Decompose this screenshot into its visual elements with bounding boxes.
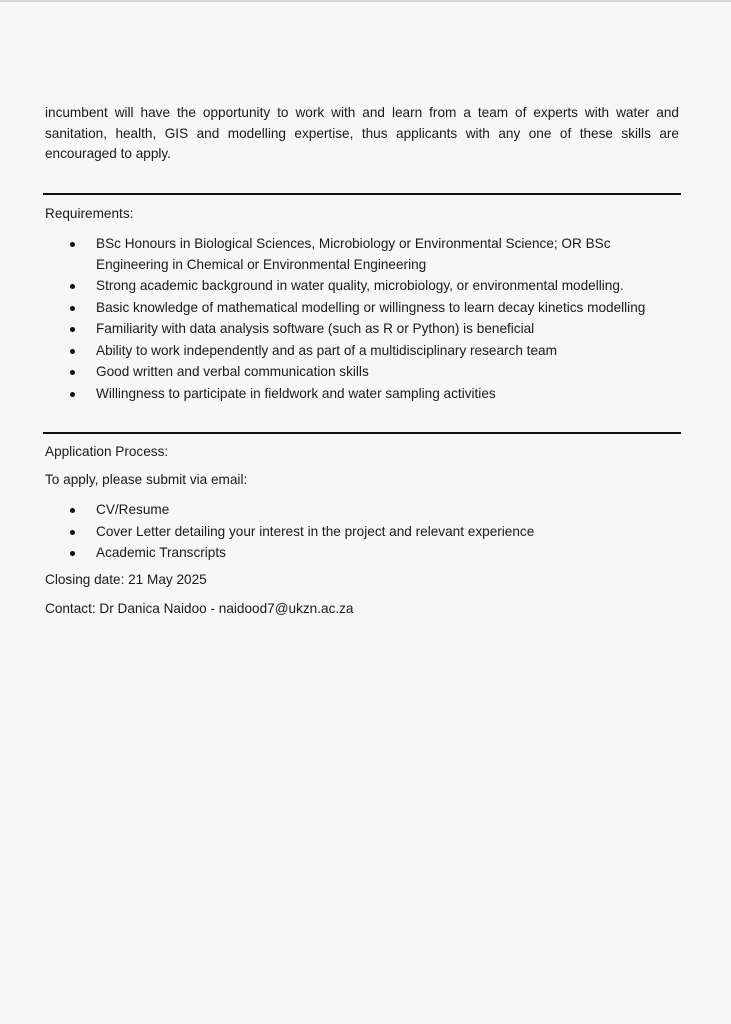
contact-line: Contact: Dr Danica Naidoo - naidood7@ukzn.ac.za — [45, 601, 354, 616]
requirement-text: Basic knowledge of mathematical modelling or willingness to learn decay kinetics modelling — [96, 299, 646, 315]
bullet-icon — [70, 306, 75, 311]
document-text: CV/Resume — [96, 502, 170, 517]
bullet-icon — [70, 242, 75, 247]
bullet-icon — [70, 284, 75, 289]
bullet-icon — [70, 392, 75, 397]
list-item — [0, 319, 686, 340]
requirement-text: Familiarity with data analysis software (such as R or Python) is beneficial — [96, 321, 535, 336]
requirement-text: Good written and verbal communication skills — [96, 364, 369, 379]
list-item — [0, 500, 686, 521]
section-divider-2 — [43, 432, 681, 434]
section-divider-1 — [43, 193, 681, 195]
application-instruction: To apply, please submit via email: — [45, 472, 248, 487]
application-heading: Application Process: — [45, 444, 169, 459]
requirements-list — [0, 234, 686, 405]
bullet-icon — [70, 508, 75, 513]
requirement-text: BSc Honours in Biological Sciences, Microbiology or Environmental Science; OR BSc Engineering in Chemical or Environmental Engineering — [96, 236, 611, 272]
document-text: Cover Letter detailing your interest in the project and relevant experience — [96, 523, 535, 539]
list-item — [0, 522, 686, 543]
list-item — [0, 341, 686, 362]
bullet-icon — [70, 327, 75, 332]
list-item — [0, 276, 686, 297]
requirements-heading: Requirements: — [45, 206, 134, 221]
list-item — [0, 298, 686, 319]
list-item — [0, 384, 686, 405]
requirement-text: Strong academic background in water quality, microbiology, or environmental modelling. — [96, 278, 624, 293]
list-item — [0, 234, 686, 275]
bullet-icon — [70, 551, 75, 556]
bullet-icon — [70, 530, 75, 535]
requirement-text: Willingness to participate in fieldwork and water sampling activities — [96, 385, 496, 401]
closing-date: Closing date: 21 May 2025 — [45, 572, 207, 587]
intro-paragraph: incumbent will have the opportunity to work with and learn from a team of experts with water and sanitation, health, GIS and modelling expertise, thus applicants with any one of these skills are encouraged to apply. — [45, 105, 679, 161]
list-item — [0, 543, 686, 564]
list-item — [0, 362, 686, 383]
application-documents-list — [0, 500, 686, 565]
requirement-text: Ability to work independently and as part of a multidisciplinary research team — [96, 342, 557, 358]
bullet-icon — [70, 349, 75, 354]
bullet-icon — [70, 370, 75, 375]
document-text: Academic Transcripts — [96, 545, 226, 560]
